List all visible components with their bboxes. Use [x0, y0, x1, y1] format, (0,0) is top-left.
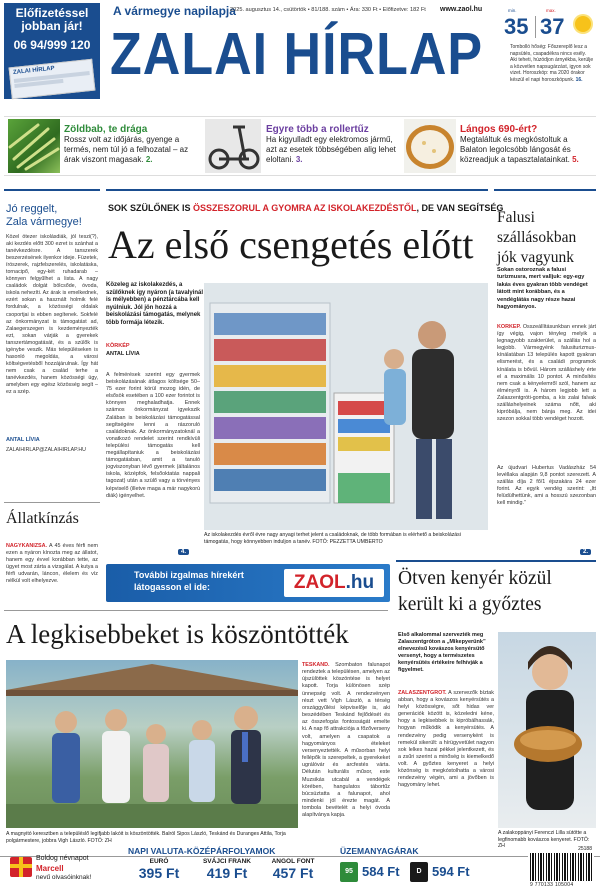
teaser-beans-title: Zöldbab, te drága: [64, 124, 148, 135]
weather-box: [494, 4, 596, 110]
issue-meta: 2025. augusztus 14., csütörtök • 81/188. szám • Ára: 330 Ft • Előfizetve: 182 Ft: [230, 7, 426, 13]
story2-caption: A magnyitó keresztben a településlő legifjabb lakóit is köszöntötték. Balról Sipos László, Teskánd és Duranges Attila, Torja polgármestere, jobbra Vigh László. FOTÓ: ZH: [6, 831, 286, 844]
teaser-scooter-title: Egyre több a rollertűz: [266, 124, 369, 135]
zaol-logo: ZAOL.hu: [284, 569, 384, 597]
masthead-title: ZALAI HÍRLAP: [110, 20, 484, 88]
banner-text2: látogasson el ide:: [134, 582, 211, 592]
fx-title: NAPI VALUTA-KÖZÉPÁRFOLYAMOK: [128, 846, 276, 856]
story3-body: ZALASZENTGRÓT. A szervezők bíztak abban, hogy a kovászos kenyérsütés a helyi közösségre, sőt hidas ver generációk között is, közeledni kéne, hogy a legkisebbek is kipróbálhassák, hogyan működik a kenyérsütés. A rendezvény pedig versenyként is remekül sikerült: a hírügyvetület nagyon sok lelkes hazai pékkel jelentkezett, és a zsűri szerint a minőség is kiemelkedő volt. A győztes kenyeret a helyi közönség is megkóstolhatta a városi rendezvény végén, ami a jövőben is hagyomány lehet.: [398, 690, 494, 789]
right-page-link[interactable]: 2.: [580, 540, 591, 558]
nameday-line2: nevű olvasóinknak!: [36, 874, 92, 881]
fx-euro: [128, 858, 190, 881]
website-link[interactable]: www.zaol.hu: [440, 6, 483, 13]
main-photo-caption: Az iskolakezdés évről évre nagy anyagi terhet jelent a családoknak, de több formában is elérhető a beiskolázási támogatás, hogy könnyebben induljon a tanév. FOTÓ: PEZZETTA UMBERTO: [204, 532, 461, 545]
promo-phone: 06 94/999 120: [13, 38, 91, 52]
main-top-rule: [106, 189, 488, 191]
fx-pound-label: ANGOL FONT: [271, 858, 315, 865]
right-lead: Sokan ostoroznak a falusi turizmusra, mert valljuk: egy-egy lakás éves gyakran több vendéget látott mint korábban, és a vendéglátás nagy része hazai hagyományos.: [497, 267, 588, 311]
barcode-number: 9 770133 105004: [530, 882, 574, 888]
right-headline: Falusi szállásokban jók vagyunk: [497, 209, 577, 266]
nameday-name: Marcell: [36, 864, 64, 873]
story2-headline: A legkisebbeket is köszöntötték: [6, 619, 349, 649]
main-lead: Közeleg az iskolakezdés, a szülőknek így nyáron (a tavalyinál is mélyebben) a pénztárcába kell nyúlniuk. Jól jön hozzá a beiskolázási támogatás, melynek több formája létezik.: [106, 282, 204, 326]
temp-max-label: max.: [546, 8, 556, 13]
promo-line2: jobban jár!: [21, 19, 83, 33]
main-kicker: SOK SZÜLŐNEK IS ÖSSZESZORUL A GYOMRA AZ ISKOLAKEZDÉSTŐL, DE VAN SEGÍTSÉG: [108, 203, 504, 213]
greeting-heading: [6, 203, 82, 229]
zaol-banner[interactable]: [106, 564, 390, 602]
teaser-beans-photo[interactable]: [8, 119, 60, 173]
fx-pound: [262, 858, 324, 881]
langos-illustration: [404, 119, 456, 173]
baker-portrait-illustration: [498, 632, 596, 828]
teaser-langos-photo[interactable]: [404, 119, 456, 173]
promo-newspaper-image: [9, 59, 96, 100]
story2-photo[interactable]: [6, 660, 298, 828]
main-photo[interactable]: [204, 283, 488, 530]
fuel-diesel: [410, 860, 470, 886]
fuel-title: ÜZEMANYAGÁRAK: [340, 846, 419, 856]
greeting-line2: Zala vármegye!: [6, 216, 82, 228]
story3-lead: Első alkalommal szervezték meg Zalaszentgróton a „Mikepyerünk” elnevezésű kovászos kenyérsütő versenyt, hogy a természetes kenyérsütés értékeire felhívják a figyelmet.: [398, 632, 486, 674]
store-shelves-illustration: [204, 283, 488, 530]
animal-rule: [4, 502, 100, 503]
greeting-line1: Jó reggelt,: [6, 203, 58, 215]
nameday-box: [6, 843, 106, 890]
animal-body: NAGYKANIZSA. A 45 éves férfi nem ezen a nyáron kínozta meg az állatot, hanem egy évvel korábban tette, az ügyet most zárta a vizsgálat. A kutya a férfi udvarán, láncon, élelem és víz nélkül volt elhelyezve.: [6, 543, 98, 585]
main-headline: Az első csengetés előtt: [108, 222, 474, 267]
story2-body: TESKÁND. Szombaton falunapot rendeztek a településen, amelyen az újszülöttek köszöntése is helyet kapott. Torja különösen szép ünnepség volt. A rendezvényen részt vett Vigh László, a térség országgyűlési képviselője is, aki beszédében Teskánd fejlődését és az összefogás fontosságát emelte ki. A nap fő attrakciója a főzőverseny volt, amelyen a csapatok a hagyományos ételeket versenyeztették. A műsorban helyi fellépők is szerepeltek, a gyerekeket ugrálóvár és arcfestés várta. Délután kulturális műsor, este Muzsikás utcabál a vendégek körében, hangulatos tábortűz búcsúztatta a falunapot, ahol mindenki jól érezte magát. A tombola bevételét a helyi óvoda alapítványa kapja.: [302, 662, 390, 819]
fx-franc-label: SVÁJCI FRANK: [202, 858, 252, 865]
fuel-95: [340, 860, 400, 886]
nameday-line1: Boldog névnapot: [36, 855, 89, 862]
green-beans-illustration: [8, 119, 60, 173]
group-photo-illustration: [6, 660, 298, 828]
scooter-illustration: [205, 119, 261, 173]
fuel-95-badge: 95: [340, 862, 358, 882]
fx-franc-value: 419 Ft: [206, 865, 248, 881]
fx-franc: [196, 858, 258, 881]
greeting-body: Közel ötezer iskolásdiák, jól teszi(?), aki kezdés előtt 300 ezret is szánhat a tanévkezdésre. A tanszerek beszerzésének ilyenkor ideje. Füzetek, írószerek, rajzfelszerelés, iskolatáska, tornacipő, egy-két ruhadarab – könnyen felgyűlhet a lista. A nagy családok dolgát bölcsőde, óvoda, iskola nehezíti. Az árak is emelkednek, ezért sokan a használt holmik felé fordulnak, a közösségi oldalak csoportjai is ebben segítenek. Sokfelé az önkormányzat is támogatást ad, Zalaegerszegen is kezdeményezték ezt, sokan várják a gyerekek tanszertámogatását, és a szülők is igénybe veszik. Más településeken is hasonló megoldás, a városi költségvetésből hozzájárulnak. Így hát nem csak a család terhe a tanévkezdés, hanem közösségi ügy, amelyben egy egész közösség segít – ez a szép.: [6, 234, 98, 396]
tagline: A vármegye napilapja: [113, 4, 236, 18]
teaser-beans-text: Rossz volt az időjárás, gyenge a termés, nem túl jó a felhozatal – az árak viszont magasak. 2.: [64, 135, 189, 164]
contact-email[interactable]: ZALAIHIRLAP@ZALAIHIRLAP.HU: [6, 447, 86, 453]
gift-icon: [10, 857, 32, 877]
teaser-beans[interactable]: [64, 124, 199, 165]
barcode: [528, 846, 594, 890]
teaser-langos-title: Lángos 690-ért?: [460, 124, 538, 135]
teaser-scooter-text: Ha kigyulladt egy elektromos jármű, azt az esetek többségében alig lehet eloltani. 3.: [266, 135, 396, 164]
barcode-bars: [530, 853, 592, 881]
greeting-author: ANTAL LÍVIA: [6, 437, 40, 443]
subscription-promo[interactable]: [4, 3, 100, 99]
right-column-rule: [494, 189, 596, 191]
fx-euro-value: 395 Ft: [138, 865, 180, 881]
story3-rule: [396, 560, 596, 562]
promo-line1: Előfizetéssel: [15, 6, 89, 20]
main-page-link[interactable]: 4.: [178, 540, 189, 558]
banner-text1: További izgalmas hírekért: [134, 570, 244, 580]
main-author: ANTAL LÍVIA: [106, 351, 140, 357]
temp-max: 37: [540, 14, 565, 39]
issue-number: 25188: [578, 846, 592, 852]
teaser-scooter[interactable]: [266, 124, 402, 165]
animal-page-link[interactable]: [82, 588, 88, 606]
promo-mini-logo: ZALAI HÍRLAP: [12, 65, 55, 77]
right-body: KÖRKÉP. Összeállításunkban ennek járt így végig, vajon tényleg melyik a legnagyobb szakterület, a szállás hol a legjobb. Vármegyénk falusiturizmus-kínálatában 13 település kapott gyakran elismerést, és a családi programok kínálata is bővül. Három szálláshely érte el a maximális 10 pontot. A minősítés nem csak a kényelemről szól, hanem az élményről is. A három legjobb lett a Zalaszentgróti-gomba, a kis zalai falvak szálláshelyeinek száma nőtt, aki kipróbálja, nem bánja meg. Az idei szezon sokkal több vendéget hozott.: [497, 324, 596, 423]
story2-rule: [4, 610, 388, 611]
temp-divider: [535, 16, 536, 38]
story3-caption: A zalakoppányi Ferenczi Lilla sütötte a legfinomabb kovászos kenyeret. FOTÓ: ZH: [498, 830, 590, 849]
story3-photo[interactable]: [498, 632, 596, 828]
fuel-diesel-badge: D: [410, 862, 428, 882]
main-section: KÖRKÉP: [106, 343, 130, 349]
story3-headline: Ötven kenyér közül került ki a győztes: [398, 568, 552, 615]
teaser-langos-text: Megtaláltuk és megkóstoltuk a Balaton legolcsóbb lángosát és közreadjuk a tapasztalatainkat. 5.: [460, 135, 579, 164]
left-column-rule: [4, 189, 100, 191]
fuel-95-value: 584 Ft: [362, 864, 400, 879]
sun-icon: [575, 16, 591, 32]
weather-text: Tombolló hőség: Főszereplő lesz a napsütés, csapadékra nincs esély. Aki teheti, húzódjon árnyékba, kerülje a közvetlen napsugárzást, igyon sok vizet. Horoszkóp: ma 2020 órakor készül el napi horoszkópunk. 16.: [510, 44, 594, 83]
temp-min-label: min.: [508, 8, 517, 13]
fx-pound-value: 457 Ft: [272, 865, 314, 881]
teaser-scooter-photo[interactable]: [205, 119, 261, 173]
main-body: A felmérések szerint egy gyermek beiskolázásának átlagos költsége 50–75 ezer forint körül mozog idén, de elsősök esetében a 100 ezer forintot is könnyen meghaladhatja. Ennek számos önkormányzat igyekszik Zalában is beiskolázási támogatással segítségére lenni a rászoruló családoknak. Az önkormányzatoknál a vonatkozó rendelet szerint rendkívüli települési támogatás kell megállapítaniuk a beiskolázási támogatásban, amit a tanuló jogviszonyban lévő gyermek (általános iskola, középfok, felsőoktatás nappali tagozat) után a szülő vagy a törvényes képviselő (illetve maga a már nagykorú diák) igényelhet.: [106, 372, 200, 499]
temp-min: 35: [504, 14, 529, 39]
teaser-langos[interactable]: [460, 124, 596, 165]
right-body2: Az újudvari Hubertus Vadászház 54 levéllaka alapján 9,8 pontot szerezett. A szállás díja 2 fő/1 éjszakára 24 ezer forint. Az egyik vendég szerint: „Itt felüdülhettünk, ami a hosszú szezonban kell mindig.”: [497, 465, 596, 507]
fuel-diesel-value: 594 Ft: [432, 864, 470, 879]
animal-heading: Állatkínzás: [6, 510, 79, 527]
fx-euro-label: EURÓ: [149, 858, 169, 865]
